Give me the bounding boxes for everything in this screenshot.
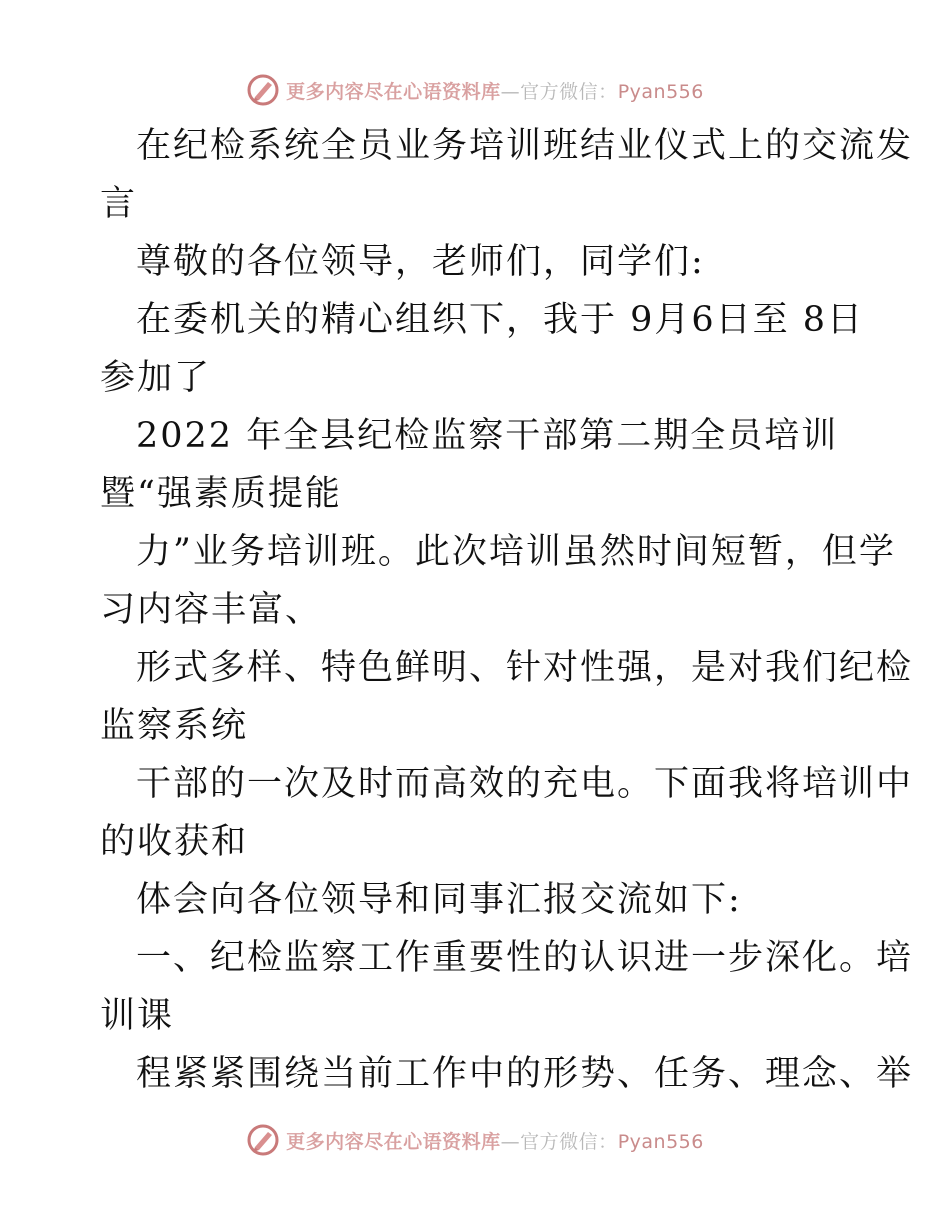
doc-line: 的收获和 [100, 822, 249, 862]
pen-logo-icon [246, 1123, 280, 1157]
doc-title-line-2: 言 [100, 184, 138, 224]
doc-title-line-1: 在纪检系统全员业务培训班结业仪式上的交流发 [136, 126, 914, 166]
doc-line: 2022 年全县纪检监察干部第二期全员培训 [136, 416, 839, 456]
doc-line: 训课 [100, 996, 175, 1036]
doc-salutation: 尊敬的各位领导，老师们，同学们: [136, 242, 705, 282]
doc-section-heading: 一、纪检监察工作重要性的认识进一步深化。培 [136, 938, 914, 978]
watermark-separator: — [500, 1130, 521, 1153]
watermark-brand: 更多内容尽在心语资料库 [286, 1130, 501, 1153]
doc-line: 形式多样、特色鲜明、针对性强，是对我们纪检 [136, 648, 914, 688]
watermark-official: 官方微信： [520, 80, 618, 103]
doc-line: 干部的一次及时而高效的充电。下面我将培训中 [136, 764, 914, 804]
doc-line: 习内容丰富、 [100, 590, 323, 630]
doc-line: 监察系统 [100, 706, 249, 746]
doc-line: 程紧紧围绕当前工作中的形势、任务、理念、举 [136, 1054, 914, 1094]
doc-line: 力”业务培训班。此次培训虽然时间短暂，但学 [136, 532, 896, 572]
footer-watermark [0, 1120, 950, 1160]
watermark-official: 官方微信： [520, 1130, 618, 1153]
watermark-wechat: Pyan556 [617, 80, 704, 103]
doc-line: 在委机关的精心组织下，我于 9月6日至 8日 [136, 300, 865, 340]
watermark-wechat: Pyan556 [617, 1130, 704, 1153]
doc-line: 参加了 [100, 358, 212, 398]
watermark-separator: — [500, 80, 521, 103]
doc-line: 暨“强素质提能 [100, 474, 342, 514]
watermark-brand: 更多内容尽在心语资料库 [286, 80, 501, 103]
doc-line: 体会向各位领导和同事汇报交流如下: [136, 880, 742, 920]
